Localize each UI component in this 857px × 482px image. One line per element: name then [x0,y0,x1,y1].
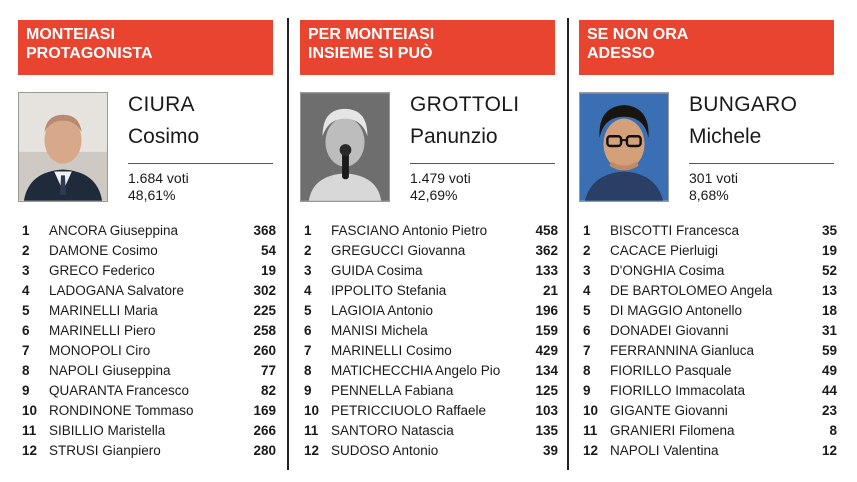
list-item [300,421,558,441]
candidate-first-name: Michele [689,125,762,148]
row-number: 6 [22,323,30,338]
candidate-name: FASCIANO Antonio Pietro [331,223,488,238]
preference-votes: 21 [542,283,558,298]
list-item [18,281,276,301]
column-divider [287,18,289,470]
row-number: 12 [304,443,320,458]
preference-votes: 169 [253,403,276,418]
candidate-name: IPPOLITO Stefania [331,283,447,298]
candidate-name: GIGANTE Giovanni [610,403,728,418]
preference-votes: 77 [260,363,276,378]
preference-votes: 159 [535,323,558,338]
list-item [18,241,276,261]
row-number: 10 [583,403,599,418]
list-name-line: PER MONTEIASI [308,26,435,43]
preference-votes: 225 [253,303,276,318]
council-candidates-list [18,221,276,461]
candidate-name: DE BARTOLOMEO Angela [610,283,773,298]
candidate-percent: 48,61% [128,187,176,203]
candidate-name: SUDOSO Antonio [331,443,439,458]
candidate-surname: BUNGARO [689,93,798,116]
candidate-votes: 301 voti [689,170,739,186]
row-number: 7 [583,343,591,358]
candidate-name: LADOGANA Salvatore [49,283,185,298]
preference-votes: 135 [535,423,558,438]
candidate-photo [300,92,390,202]
candidate-name: SIBILLIO Maristella [49,423,166,438]
candidate-percent: 42,69% [410,187,458,203]
preference-votes: 368 [253,223,276,238]
candidate-name: DAMONE Cosimo [49,243,158,258]
candidate-name: STRUSI Gianpiero [49,443,161,458]
row-number: 8 [304,363,312,378]
list-item [300,381,558,401]
list-item [18,341,276,361]
list-name-line: PROTAGONISTA [26,45,153,62]
row-number: 8 [583,363,591,378]
list-item [18,401,276,421]
candidate-name: SANTORO Natascia [331,423,454,438]
candidate-votes: 1.479 voti [410,170,471,186]
candidate-name: LAGIOIA Antonio [331,303,434,318]
list-item [18,221,276,241]
list-column-per-monteiasi [300,0,570,482]
preference-votes: 13 [821,283,837,298]
list-item [579,301,837,321]
preference-votes: 12 [821,443,837,458]
list-item [300,221,558,241]
list-item [300,321,558,341]
candidate-percent: 8,68% [689,187,729,203]
divider-line [410,163,555,164]
preference-votes: 19 [821,243,837,258]
list-item [579,421,837,441]
list-header [579,20,834,75]
candidate-name: GREGUCCI Giovanna [331,243,466,258]
candidate-name: MARINELLI Maria [49,303,158,318]
row-number: 9 [583,383,591,398]
list-item [579,261,837,281]
row-number: 4 [583,283,591,298]
row-number: 11 [304,423,319,438]
candidate-results [410,170,471,204]
list-item [18,441,276,461]
list-item [18,301,276,321]
candidate-name: FERRANNINA Gianluca [610,343,755,358]
list-item [18,381,276,401]
candidate-name: MARINELLI Cosimo [331,343,452,358]
row-number: 3 [22,263,30,278]
council-candidates-list [300,221,558,461]
preference-votes: 133 [535,263,558,278]
candidate-name: DI MAGGIO Antonello [610,303,743,318]
candidate-name: PETRICCIUOLO Raffaele [331,403,487,418]
list-item [579,341,837,361]
candidate-name: CACACE Pierluigi [610,243,719,258]
preference-votes: 280 [253,443,276,458]
row-number: 12 [583,443,599,458]
row-number: 3 [583,263,591,278]
candidate-name: NAPOLI Valentina [610,443,719,458]
divider-line [128,163,273,164]
candidate-name: RONDINONE Tommaso [49,403,194,418]
preference-votes: 302 [253,283,276,298]
list-name-line: SE NON ORA [587,26,689,43]
list-item [579,221,837,241]
column-divider [567,18,569,470]
candidate-name: FIORILLO Immacolata [610,383,746,398]
preference-votes: 49 [821,363,837,378]
preference-votes: 125 [535,383,558,398]
list-item [300,361,558,381]
row-number: 5 [583,303,591,318]
preference-votes: 429 [535,343,558,358]
preference-votes: 103 [535,403,558,418]
divider-line [689,163,834,164]
preference-votes: 134 [535,363,558,378]
candidate-first-name: Cosimo [128,125,200,148]
row-number: 9 [304,383,312,398]
preference-votes: 19 [260,263,276,278]
preference-votes: 266 [253,423,276,438]
candidate-portrait-icon [301,93,389,201]
candidate-name: MATICHECCHIA Angelo Pio [331,363,501,378]
candidate-name: PENNELLA Fabiana [331,383,454,398]
preference-votes: 196 [535,303,558,318]
row-number: 7 [304,343,312,358]
candidate-portrait-icon [580,93,668,201]
row-number: 10 [304,403,320,418]
candidate-name: D'ONGHIA Cosima [610,263,725,278]
row-number: 8 [22,363,30,378]
list-item [579,241,837,261]
list-name-line: ADESSO [587,45,655,62]
candidate-results [689,170,738,204]
row-number: 6 [583,323,591,338]
candidate-name: QUARANTA Francesco [49,383,190,398]
row-number: 3 [304,263,312,278]
preference-votes: 23 [821,403,837,418]
candidate-name: GRECO Federico [49,263,155,278]
candidate-name: BISCOTTI Francesca [610,223,740,238]
preference-votes: 8 [829,423,837,438]
candidate-portrait-icon [19,93,107,201]
preference-votes: 39 [542,443,558,458]
row-number: 2 [304,243,312,258]
candidate-results [128,170,189,204]
list-item [579,381,837,401]
candidate-name: FIORILLO Pasquale [610,363,732,378]
list-item [300,301,558,321]
candidate-surname: GROTTOLI [410,93,520,116]
preference-votes: 258 [253,323,276,338]
list-item [18,261,276,281]
candidate-photo [579,92,669,202]
preference-votes: 362 [535,243,558,258]
list-item [18,361,276,381]
row-number: 4 [22,283,30,298]
candidate-surname: CIURA [128,93,195,116]
row-number: 1 [22,223,30,238]
preference-votes: 82 [260,383,276,398]
list-item [579,321,837,341]
list-item [18,421,276,441]
list-column-monteiasi-protagonista [18,0,288,482]
row-number: 11 [22,423,37,438]
row-number: 2 [22,243,30,258]
list-header [300,20,555,75]
candidate-votes: 1.684 voti [128,170,189,186]
list-item [300,261,558,281]
preference-votes: 458 [535,223,558,238]
candidate-name: MONOPOLI Ciro [49,343,151,358]
row-number: 5 [304,303,312,318]
list-item [579,281,837,301]
row-number: 1 [583,223,591,238]
candidate-photo [18,92,108,202]
preference-votes: 54 [260,243,276,258]
candidate-name: DONADEI Giovanni [610,323,729,338]
row-number: 11 [583,423,598,438]
row-number: 2 [583,243,591,258]
row-number: 1 [304,223,312,238]
row-number: 6 [304,323,312,338]
council-candidates-list [579,221,837,461]
candidate-name: NAPOLI Giuseppina [49,363,171,378]
preference-votes: 260 [253,343,276,358]
preference-votes: 52 [821,263,837,278]
preference-votes: 44 [821,383,837,398]
row-number: 5 [22,303,30,318]
list-item [300,281,558,301]
list-item [579,441,837,461]
list-column-se-non-ora-adesso [579,0,849,482]
list-item [300,241,558,261]
row-number: 10 [22,403,38,418]
preference-votes: 59 [821,343,837,358]
candidate-name: MARINELLI Piero [49,323,156,338]
list-item [579,361,837,381]
candidate-name: MANISI Michela [331,323,428,338]
list-header [18,20,273,75]
list-item [300,341,558,361]
list-name-line: INSIEME SI PUÒ [308,45,433,62]
row-number: 4 [304,283,312,298]
candidate-first-name: Panunzio [410,125,498,148]
candidate-name: GUIDA Cosima [331,263,423,278]
row-number: 12 [22,443,38,458]
preference-votes: 18 [821,303,837,318]
row-number: 7 [22,343,30,358]
preference-votes: 31 [821,323,837,338]
candidate-name: GRANIERI Filomena [610,423,735,438]
row-number: 9 [22,383,30,398]
list-item [18,321,276,341]
list-item [579,401,837,421]
candidate-name: ANCORA Giuseppina [49,223,179,238]
list-name-line: MONTEIASI [26,26,115,43]
preference-votes: 35 [821,223,837,238]
list-item [300,441,558,461]
list-item [300,401,558,421]
